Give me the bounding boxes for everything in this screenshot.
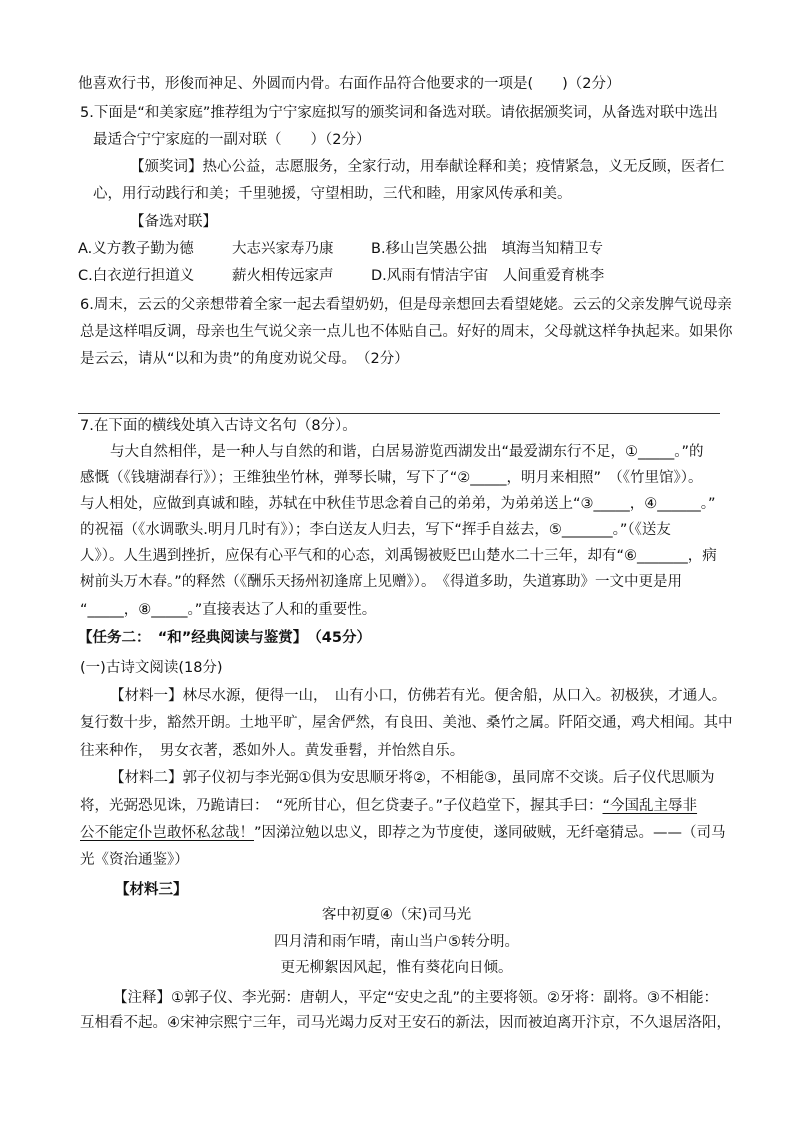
option-b: B.移山岂笑愚公拙 填海当知精卫专 <box>371 241 604 257</box>
question-6-stem-end: 是云云，请从“以和为贵”的角度劝说父母。 （2分） <box>80 351 409 367</box>
material-3-heading: 【材料三】 <box>115 882 188 898</box>
divider-line <box>78 413 720 414</box>
fill-blank-text: 与大自然相伴，是一种人与自然的和谐，白居易游览西湖发出“最爱湖东行不足，①_____。”的 <box>110 444 704 460</box>
award-text-cont: 心，用行动践行和美；千里驰援，守望相助，三代和睦，用家风传承和美。 <box>93 186 572 202</box>
question-5-stem-cont: 最适合宁宁家庭的一副对联（ ）（2分） <box>93 132 371 148</box>
question-6-stem-cont: 总是这样唱反调，母亲也生气说父亲一点儿也不体贴自己。好好的周末，父母就这样争执起来。如果你 <box>80 324 733 340</box>
question-6-stem: 6.周末，云云的父亲想带着全家一起去看望奶奶，但是母亲想回去看望姥姥。云云的父亲发脾气说母亲 <box>80 297 732 313</box>
material-2-text <box>80 823 726 843</box>
task-2-heading: 【任务二： “和”经典阅读与鉴赏】 （45分） <box>78 630 371 646</box>
option-c-line1: C.白衣逆行担道义 <box>78 268 195 284</box>
fill-blank-text: 感慨（《钱塘湖春行》）；王维独坐竹林，弹琴长啸，写下了“②_____，明月来相照” （《竹里馆》）。 <box>80 470 703 486</box>
fill-blank-text: “_____，⑧_____。”直接表达了人和的重要性。 <box>80 602 377 618</box>
poem-line: 四月清和雨乍晴，南山当户⑤转分明。 <box>274 934 519 950</box>
award-text: 【颁奖词】热心公益，志愿服务，全家行动，用奉献诠释和美；疫情紧急，义无反顾，医者仁 <box>130 159 725 175</box>
text-line: 他喜欢行书，形俊而神足、外圆而内骨。右面作品符合他要求的一项是( )（2分） <box>78 76 621 92</box>
material-2-source: 光《资治通鉴》） <box>80 852 189 868</box>
material-2-text-part: 将，光弼恐见诛，乃跪请曰： “死所甘心，但乞贷妻子。”子仪趋堂下，握其手曰： <box>80 798 603 814</box>
fill-blank-text: 与人相处，应做到真诚和睦，苏轼在中秋佳节思念着自己的弟弟，为弟弟送上“③_____，④______。” <box>80 496 716 512</box>
material-2-text: 【材料二】郭子仪初与李光弼①俱为安思顺牙将②，不相能③，虽同席不交谈。后子仪代思顺为 <box>110 770 715 786</box>
underlined-quote: 公不能定仆岂敢怀私忿哉！ <box>80 825 254 841</box>
notes-text: 【注释】①郭子仪、李光弼：唐朝人，平定“安史之乱”的主要将领。②牙将：副将。③不相能： <box>113 990 719 1006</box>
question-7-stem: 7.在下面的横线处填入古诗文名句（8分）。 <box>80 418 357 434</box>
material-1-text: 复行数十步，豁然开朗。土地平旷，屋舍俨然，有良田、美池、桑竹之属。阡陌交通，鸡犬相闻。其中 <box>80 715 733 731</box>
option-c-line2: 薪火相传远家声 <box>232 268 334 284</box>
material-1-text: 往来种作， 男女衣著，悉如外人。黄发垂髫，并怡然自乐。 <box>80 743 465 759</box>
underlined-quote: “今国乱主辱非 <box>602 798 698 814</box>
fill-blank-text: 树前头万木春。”的释然（《酬乐天扬州初逢席上见赠》）。 《得道多助，失道寡助》一文中更是用 <box>80 574 683 590</box>
question-5-stem: 5.下面是“和美家庭”推荐组为宁宁家庭拟写的颁奖词和备选对联。请依据颁奖词，从备选对联中选出 <box>80 105 718 121</box>
material-1-text: 【材料一】林尽水源，便得一山， 山有小口，仿佛若有光。便舍船，从口入。初极狭，才通人。 <box>110 688 727 704</box>
option-d: D.风雨有情洁宇宙 人间重爱育桃李 <box>371 268 605 284</box>
poem-title: 客中初夏④（宋)司马光 <box>321 907 472 923</box>
material-2-text <box>80 796 697 816</box>
notes-text: 互相看不起。④宋神宗熙宁三年，司马光竭力反对王安石的新法，因而被迫离开汴京，不久退居洛阳， <box>80 1015 731 1031</box>
option-a-line2: 大志兴家寿乃康 <box>232 241 334 257</box>
poem-line: 更无柳絮因风起，惟有葵花向日倾。 <box>280 960 513 976</box>
fill-blank-text: 的祝福（《水调歌头.明月几时有》）；李白送友人归去，写下“挥手自兹去，⑤_______。”（《送友 <box>80 522 671 538</box>
section-heading: (一)古诗文阅读(18分) <box>80 660 223 676</box>
couplet-heading: 【备选对联】 <box>130 214 217 230</box>
fill-blank-text: 人》）。人生遇到挫折，应保有心平气和的心态，刘禹锡被贬巴山楚水二十三年，却有“⑥_______，病 <box>80 548 717 564</box>
material-2-text-part: ”因涕泣勉以忠义，即荐之为节度使，遂同破贼，无纤毫猜忌。——（司马 <box>254 825 726 841</box>
option-a-line1: A.义方教子勤为德 <box>78 241 194 257</box>
